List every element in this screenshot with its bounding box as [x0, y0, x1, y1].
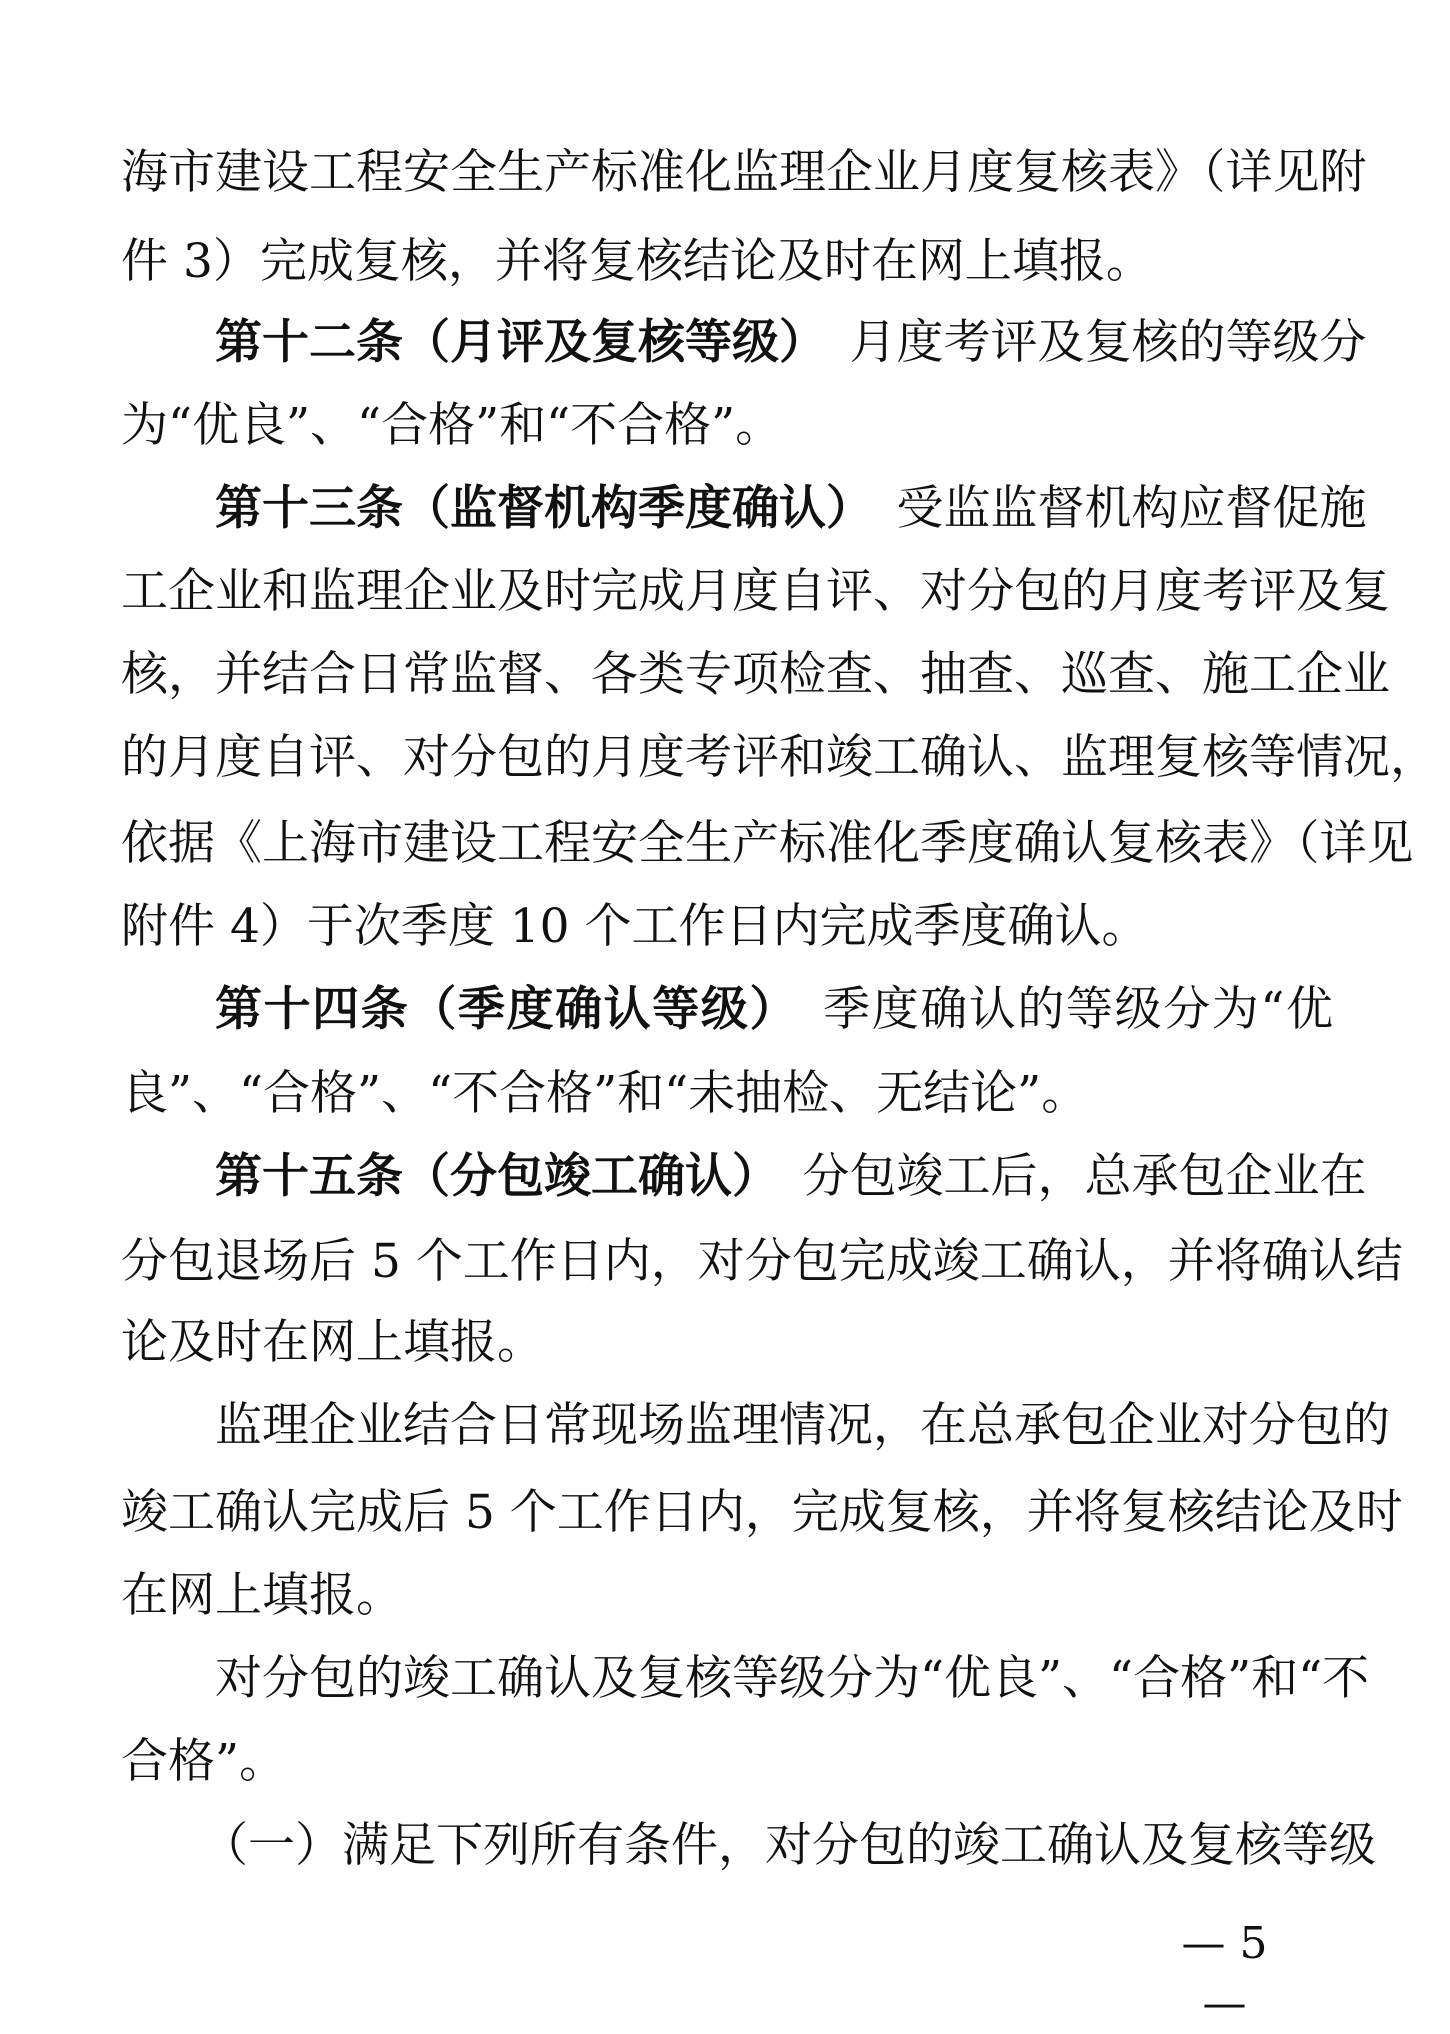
- line-text: （一）满足下列所有条件，对分包的竣工确认及复核等级: [201, 1818, 1376, 1873]
- line-text: 件 3）完成复核，并将复核结论及时在网上填报。: [121, 234, 1153, 289]
- text-line: [121, 313, 1367, 373]
- article-heading: 第十二条（月评及复核等级）: [215, 315, 803, 370]
- text-line: [121, 980, 1333, 1040]
- line-text: 附件 4）于次季度 10 个工作日内完成季度确认。: [121, 899, 1149, 954]
- line-text: 在网上填报。: [121, 1568, 403, 1623]
- text-line: [121, 814, 1414, 874]
- text-line: [121, 479, 1367, 539]
- article-heading: 第十四条（季度确认等级）: [215, 982, 775, 1037]
- text-line: [121, 1566, 1333, 1626]
- page-number: — 5 —: [1181, 1918, 1268, 2029]
- line-text: 分包退场后 5 个工作日内，对分包完成竣工确认，并将确认结: [121, 1234, 1403, 1289]
- line-text: 良”、“合格”、“不合格”和“未抽检、无结论”。: [121, 1066, 1089, 1121]
- line-text: 分包竣工后，总承包企业在: [755, 1149, 1367, 1204]
- text-line: [121, 897, 1333, 957]
- line-text: 的月度自评、对分包的月度考评和竣工确认、监理复核等情况，: [121, 730, 1437, 785]
- text-line: [121, 232, 1333, 292]
- line-text: 为“优良”、“合格”和“不合格”。: [121, 398, 783, 453]
- line-text: 海市建设工程安全生产标准化监理企业月度复核表》（详见附: [121, 145, 1367, 200]
- line-text: 季度确认的等级分为“优: [774, 982, 1334, 1037]
- line-text: 合格”。: [121, 1734, 287, 1789]
- text-line: [121, 1232, 1403, 1292]
- text-line: [121, 645, 1390, 705]
- text-line: [121, 1649, 1370, 1709]
- line-text: 竣工确认完成后 5 个工作日内，完成复核，并将复核结论及时: [121, 1485, 1403, 1540]
- line-text: 工企业和监理企业及时完成月度自评、对分包的月度考评及复: [121, 564, 1390, 619]
- line-text: 对分包的竣工确认及复核等级分为“优良”、“合格”和“不: [215, 1651, 1370, 1706]
- text-line: [121, 1732, 1333, 1792]
- article-heading: 第十五条（分包竣工确认）: [215, 1149, 756, 1204]
- text-line: [121, 1064, 1333, 1124]
- line-text: 月度考评及复核的等级分: [802, 315, 1367, 370]
- line-text: 监理企业结合日常现场监理情况，在总承包企业对分包的: [215, 1398, 1390, 1453]
- line-text: 核，并结合日常监督、各类专项检查、抽查、巡查、施工企业: [121, 647, 1390, 702]
- line-text: 受监监督机构应督促施: [849, 481, 1367, 536]
- article-heading: 第十三条（监督机构季度确认）: [215, 481, 850, 536]
- text-line: [121, 143, 1367, 203]
- line-text: 论及时在网上填报。: [121, 1315, 544, 1370]
- line-text: 依据《上海市建设工程安全生产标准化季度确认复核表》（详见: [121, 816, 1414, 871]
- text-line: [121, 562, 1390, 622]
- text-line: [121, 1816, 1376, 1876]
- text-line: [121, 396, 1333, 456]
- text-line: [121, 1147, 1367, 1207]
- text-line: [121, 1396, 1390, 1456]
- text-line: [121, 1313, 1333, 1373]
- text-line: [121, 728, 1437, 788]
- text-line: [121, 1483, 1403, 1543]
